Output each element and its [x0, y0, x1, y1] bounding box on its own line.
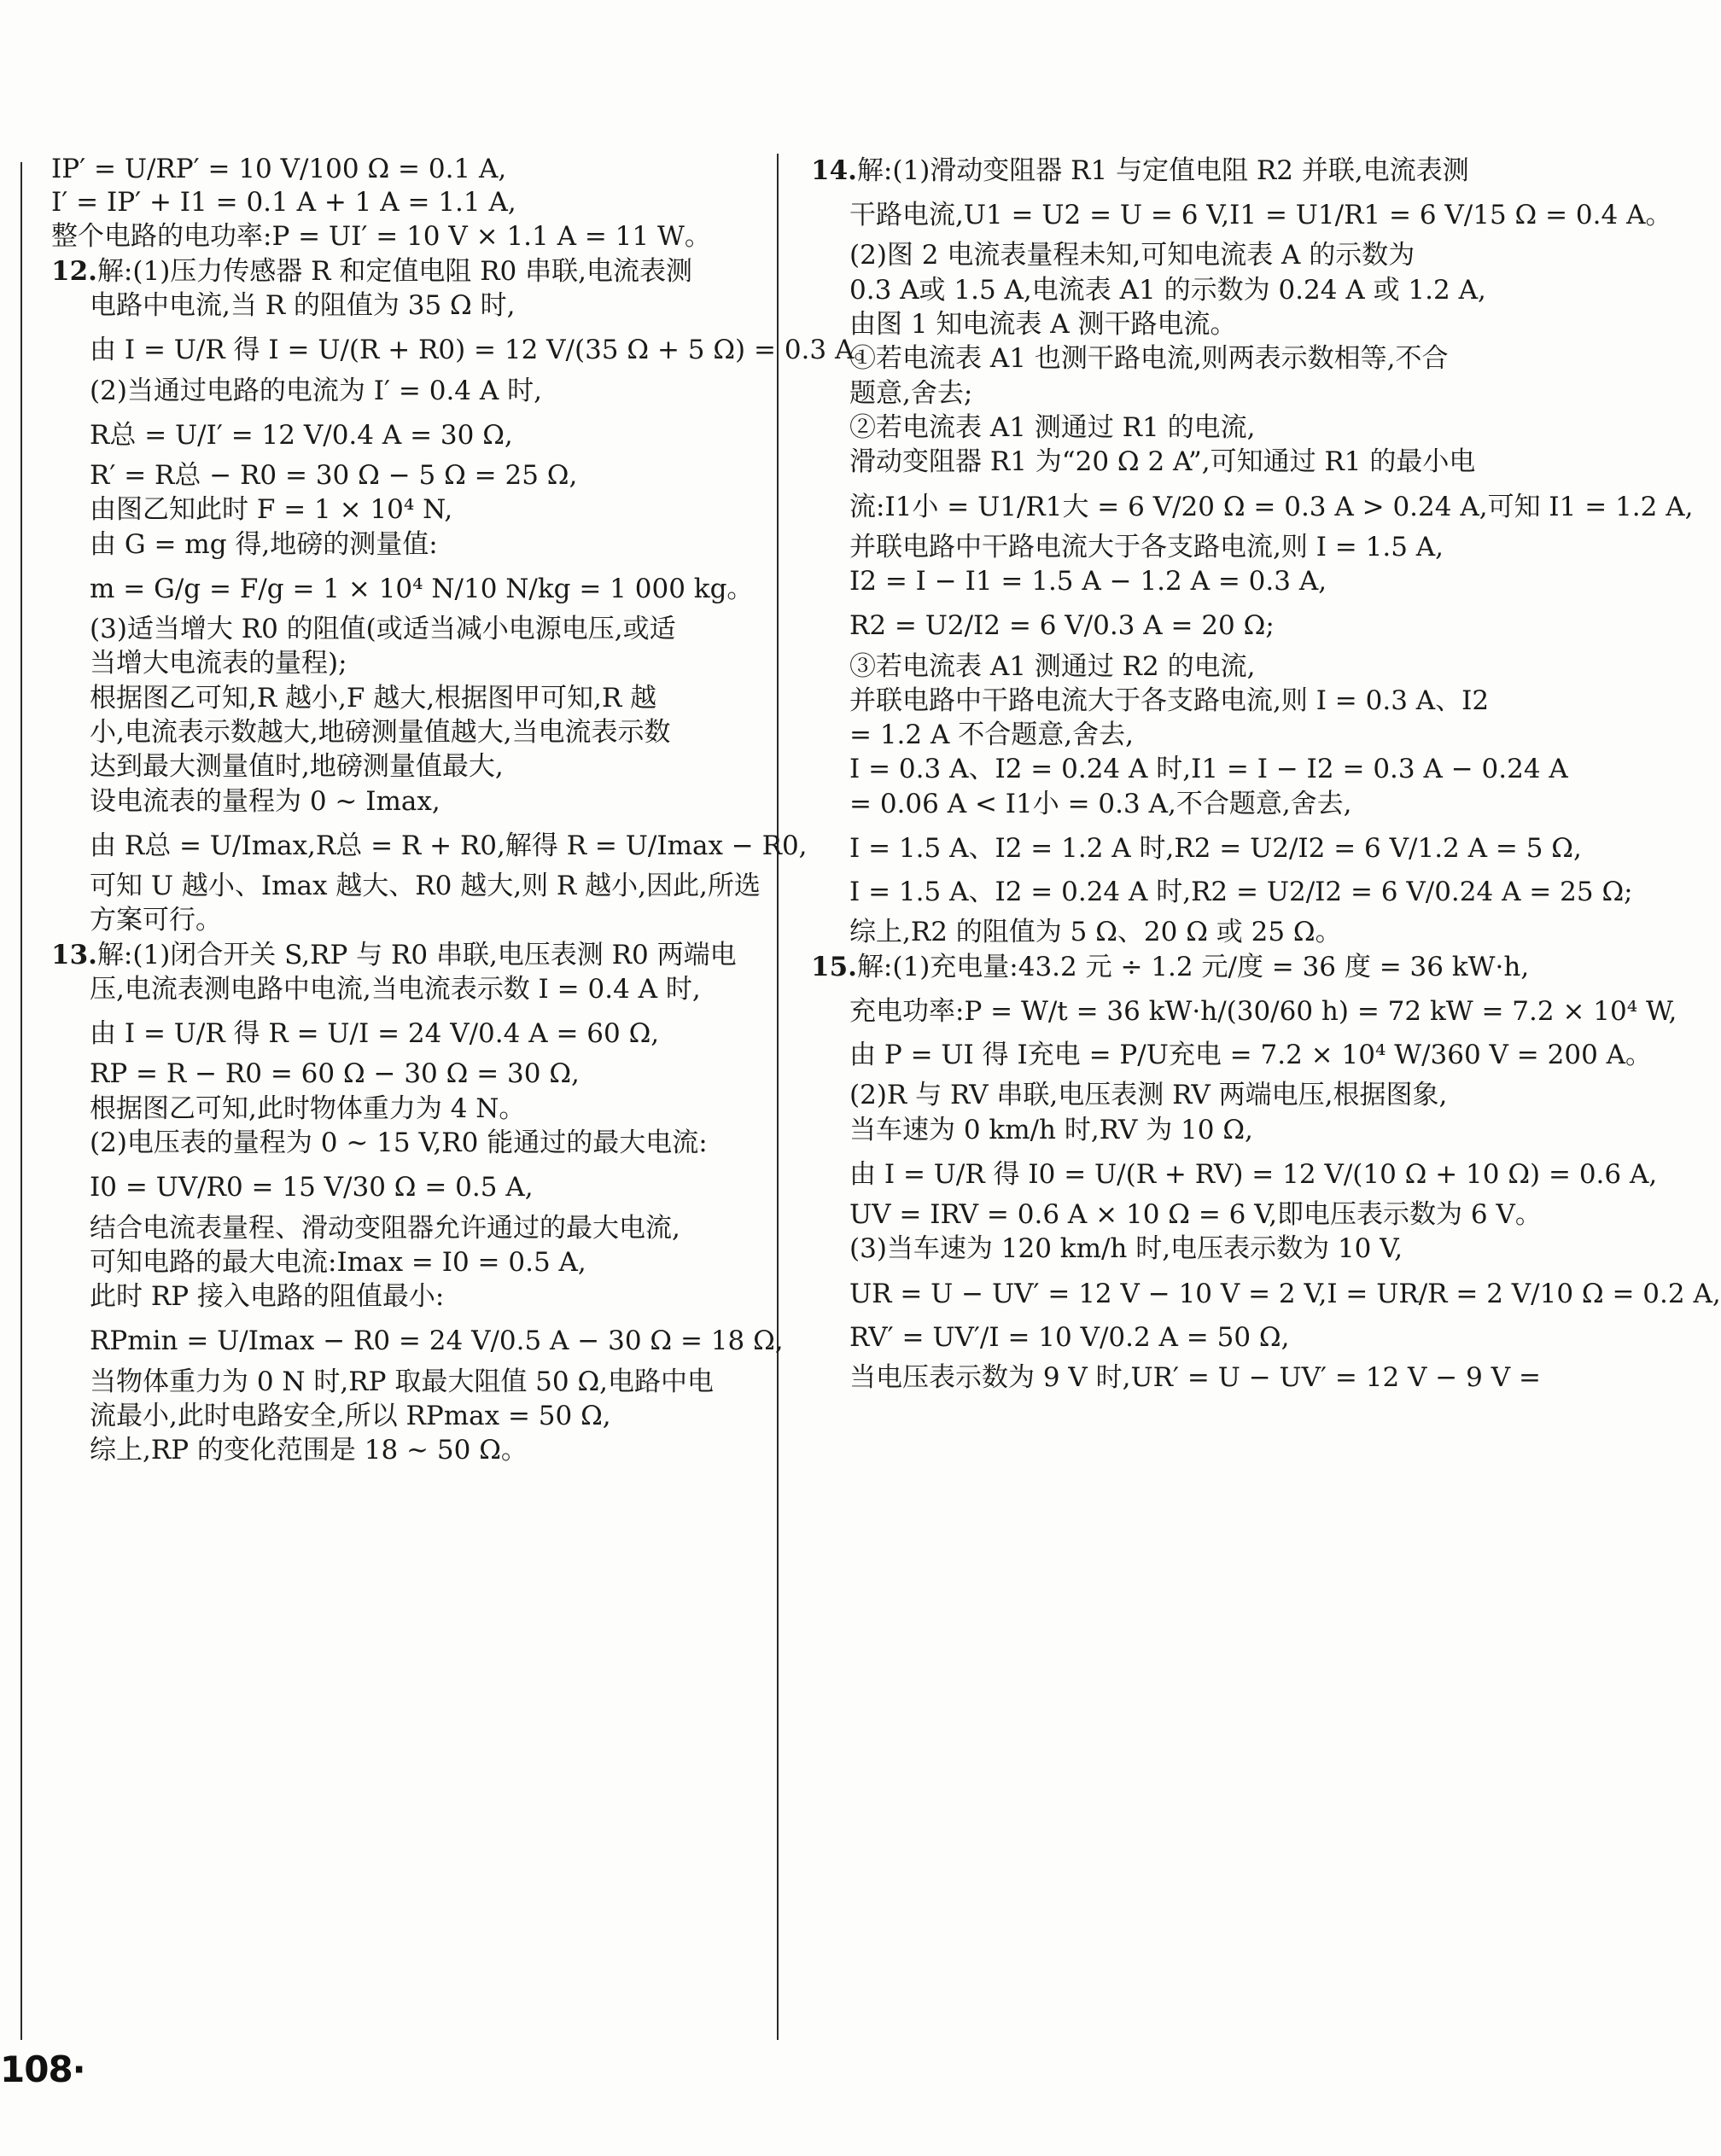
line-r15: 并联电路中干路电流大于各支路电流,则 I = 0.3 A、I2: [849, 685, 1490, 716]
line-l30: 可知电路的最大电流:Imax = I0 = 0.5 A,: [90, 1246, 586, 1278]
line-r10: 流:I1小 = U1/R1大 = 6 V/20 Ω = 0.3 A > 0.24 A,可知 I1 = 1.2 A,: [849, 491, 1694, 522]
line-r21: 综上,R2 的阻值为 5 Ω、20 Ω 或 25 Ω。: [849, 917, 1342, 948]
line-l19: 由 R总 = U/Imax,R总 = R + R0,解得 R = U/Imax − R0,: [90, 830, 808, 861]
line-l1: IP′ = U/RP′ = 10 V/100 Ω = 0.1 A,: [51, 154, 507, 184]
line-l6: 由 I = U/R 得 I = U/(R + R0) = 12 V/(35 Ω + 5 Ω) = 0.3 A。: [90, 335, 881, 366]
line-l23: 压,电流表测电路中电流,当电流表示数 I = 0.4 A 时,: [90, 973, 701, 1005]
question-number: 13.: [51, 939, 97, 970]
question-14-start: [811, 154, 1545, 188]
line-l12: m = G/g = F/g = 1 × 10⁴ N/10 N/kg = 1 000 kg。: [90, 573, 754, 604]
line-l17: 达到最大测量值时,地磅测量值最大,: [90, 751, 504, 783]
line-r20: I = 1.5 A、I2 = 0.24 A 时,R2 = U2/I2 = 6 V/0.24 A = 25 Ω;: [849, 877, 1633, 908]
line-r11: 并联电路中干路电流大于各支路电流,则 I = 1.5 A,: [849, 531, 1444, 562]
line-l31: 此时 RP 接入电路的阻值最小:: [90, 1281, 445, 1313]
line-r8: ②若电流表 A1 测通过 R1 的电流,: [849, 411, 1256, 443]
line-r25: (2)R 与 RV 串联,电压表测 RV 两端电压,根据图象,: [849, 1080, 1448, 1111]
line-l21: 方案可行。: [90, 905, 222, 936]
line-l27: (2)电压表的量程为 0 ~ 15 V,R0 能通过的最大电流:: [90, 1128, 708, 1159]
line-r13: R2 = U2/I2 = 6 V/0.3 A = 20 Ω;: [849, 610, 1275, 642]
line-r9: 滑动变阻器 R1 为“20 Ω 2 A”,可知通过 R1 的最小电: [849, 446, 1476, 478]
line-r32: 当电压表示数为 9 V 时,UR′ = U − UV′ = 12 V − 9 V =: [849, 1362, 1541, 1394]
line-r26: 当车速为 0 km/h 时,RV 为 10 Ω,: [849, 1114, 1253, 1145]
line-l16: 小,电流表示数越大,地磅测量值越大,当电流表示数: [90, 717, 671, 749]
line-r24: 由 P = UI 得 I充电 = P/U充电 = 7.2 × 10⁴ W/360 V = 200 A。: [849, 1040, 1653, 1071]
line-l24: 由 I = U/R 得 R = U/I = 24 V/0.4 A = 60 Ω,: [90, 1018, 660, 1050]
line-r4: 0.3 A或 1.5 A,电流表 A1 的示数为 0.24 A 或 1.2 A,: [849, 274, 1486, 306]
line-r5: 由图 1 知电流表 A 测干路电流。: [849, 309, 1237, 341]
question-12-start: [51, 254, 751, 288]
left-margin-rule: [20, 162, 22, 2040]
line-r29: (3)当车速为 120 km/h 时,电压表示数为 10 V,: [849, 1233, 1403, 1265]
line-l20: 可知 U 越小、Imax 越大、R0 越大,则 R 越小,因此,所选: [90, 871, 761, 902]
question-number: 15.: [811, 951, 857, 982]
line-l5: 电路中电流,当 R 的阻值为 35 Ω 时,: [90, 290, 516, 322]
line-r23: 充电功率:P = W/t = 36 kW·h/(30/60 h) = 72 kW = 7.2 × 10⁴ W,: [849, 995, 1677, 1027]
line-l15: 根据图乙可知,R 越小,F 越大,根据图甲可知,R 越: [90, 682, 657, 714]
line-l11: 由 G = mg 得,地磅的测量值:: [90, 528, 438, 560]
line-l28: I0 = UV/R0 = 15 V/30 Ω = 0.5 A,: [90, 1172, 534, 1203]
line-r18: = 0.06 A < I1小 = 0.3 A,不合题意,舍去,: [849, 788, 1352, 819]
line-r7: 题意,舍去;: [849, 377, 973, 409]
line-r27: 由 I = U/R 得 I0 = U/(R + RV) = 12 V/(10 Ω + 10 Ω) = 0.6 A,: [849, 1158, 1658, 1190]
line-l34: 流最小,此时电路安全,所以 RPmax = 50 Ω,: [90, 1400, 611, 1431]
question-15-start: [811, 950, 1545, 984]
line-l3: 整个电路的电功率:P = UI′ = 10 V × 1.1 A = 11 W。: [51, 221, 711, 253]
line-r16: = 1.2 A 不合题意,舍去,: [849, 720, 1134, 751]
line-r12: I2 = I − I1 = 1.5 A − 1.2 A = 0.3 A,: [849, 566, 1327, 597]
line-l29: 结合电流表量程、滑动变阻器允许通过的最大电流,: [90, 1212, 680, 1244]
line-r6: ①若电流表 A1 也测干路电流,则两表示数相等,不合: [849, 343, 1449, 375]
right-column: [811, 154, 1721, 1395]
line-l26: 根据图乙可知,此时物体重力为 4 N。: [90, 1093, 526, 1124]
question-number: 14.: [811, 155, 857, 186]
line-l32: RPmin = U/Imax − R0 = 24 V/0.5 A − 30 Ω = 18 Ω,: [90, 1326, 784, 1357]
line-r31: RV′ = UV′/I = 10 V/0.2 A = 50 Ω,: [849, 1321, 1290, 1353]
line-l35: 综上,RP 的变化范围是 18 ~ 50 Ω。: [90, 1435, 528, 1466]
line-r1: 解:(1)滑动变阻器 R1 与定值电阻 R2 并联,电流表测: [856, 155, 1469, 186]
line-l14: 当增大电流表的量程);: [90, 648, 347, 679]
line-r19: I = 1.5 A、I2 = 1.2 A 时,R2 = U2/I2 = 6 V/1.2 A = 5 Ω,: [849, 833, 1582, 865]
line-l2: I′ = IP′ + I1 = 0.1 A + 1 A = 1.1 A,: [51, 187, 516, 219]
line-r3: (2)图 2 电流表量程未知,可知电流表 A 的示数为: [849, 240, 1415, 271]
line-l7: (2)当通过电路的电流为 I′ = 0.4 A 时,: [90, 375, 542, 406]
line-r14: ③若电流表 A1 测通过 R2 的电流,: [849, 650, 1256, 682]
line-l10: 由图乙知此时 F = 1 × 10⁴ N,: [90, 494, 453, 526]
line-l4: 解:(1)压力传感器 R 和定值电阻 R0 串联,电流表测: [96, 255, 692, 287]
line-r2: 干路电流,U1 = U2 = U = 6 V,I1 = U1/R1 = 6 V/15 Ω = 0.4 A。: [849, 200, 1672, 231]
line-l13: (3)适当增大 R0 的阻值(或适当减小电源电压,或适: [90, 614, 676, 645]
page-number: 108·: [0, 2048, 85, 2090]
line-l18: 设电流表的量程为 0 ~ Imax,: [90, 785, 440, 817]
line-l8: R总 = U/I′ = 12 V/0.4 A = 30 Ω,: [90, 419, 513, 451]
question-13-start: [51, 938, 751, 972]
column-divider: [777, 154, 779, 2040]
line-l25: RP = R − R0 = 60 Ω − 30 Ω = 30 Ω,: [90, 1058, 580, 1090]
line-l22: 解:(1)闭合开关 S,RP 与 R0 串联,电压表测 R0 两端电: [96, 939, 737, 970]
line-l33: 当物体重力为 0 N 时,RP 取最大阻值 50 Ω,电路中电: [90, 1366, 715, 1397]
line-l9: R′ = R总 − R0 = 30 Ω − 5 Ω = 25 Ω,: [90, 460, 578, 492]
line-r17: I = 0.3 A、I2 = 0.24 A 时,I1 = I − I2 = 0.3 A − 0.24 A: [849, 754, 1568, 785]
line-r28: UV = IRV = 0.6 A × 10 Ω = 6 V,即电压表示数为 6 V。: [849, 1199, 1542, 1231]
line-r30: UR = U − UV′ = 12 V − 10 V = 2 V,I = UR/R = 2 V/10 Ω = 0.2 A,: [849, 1278, 1721, 1309]
question-number: 12.: [51, 255, 97, 287]
line-r22: 解:(1)充电量:43.2 元 ÷ 1.2 元/度 = 36 度 = 36 kW·h,: [856, 951, 1530, 982]
